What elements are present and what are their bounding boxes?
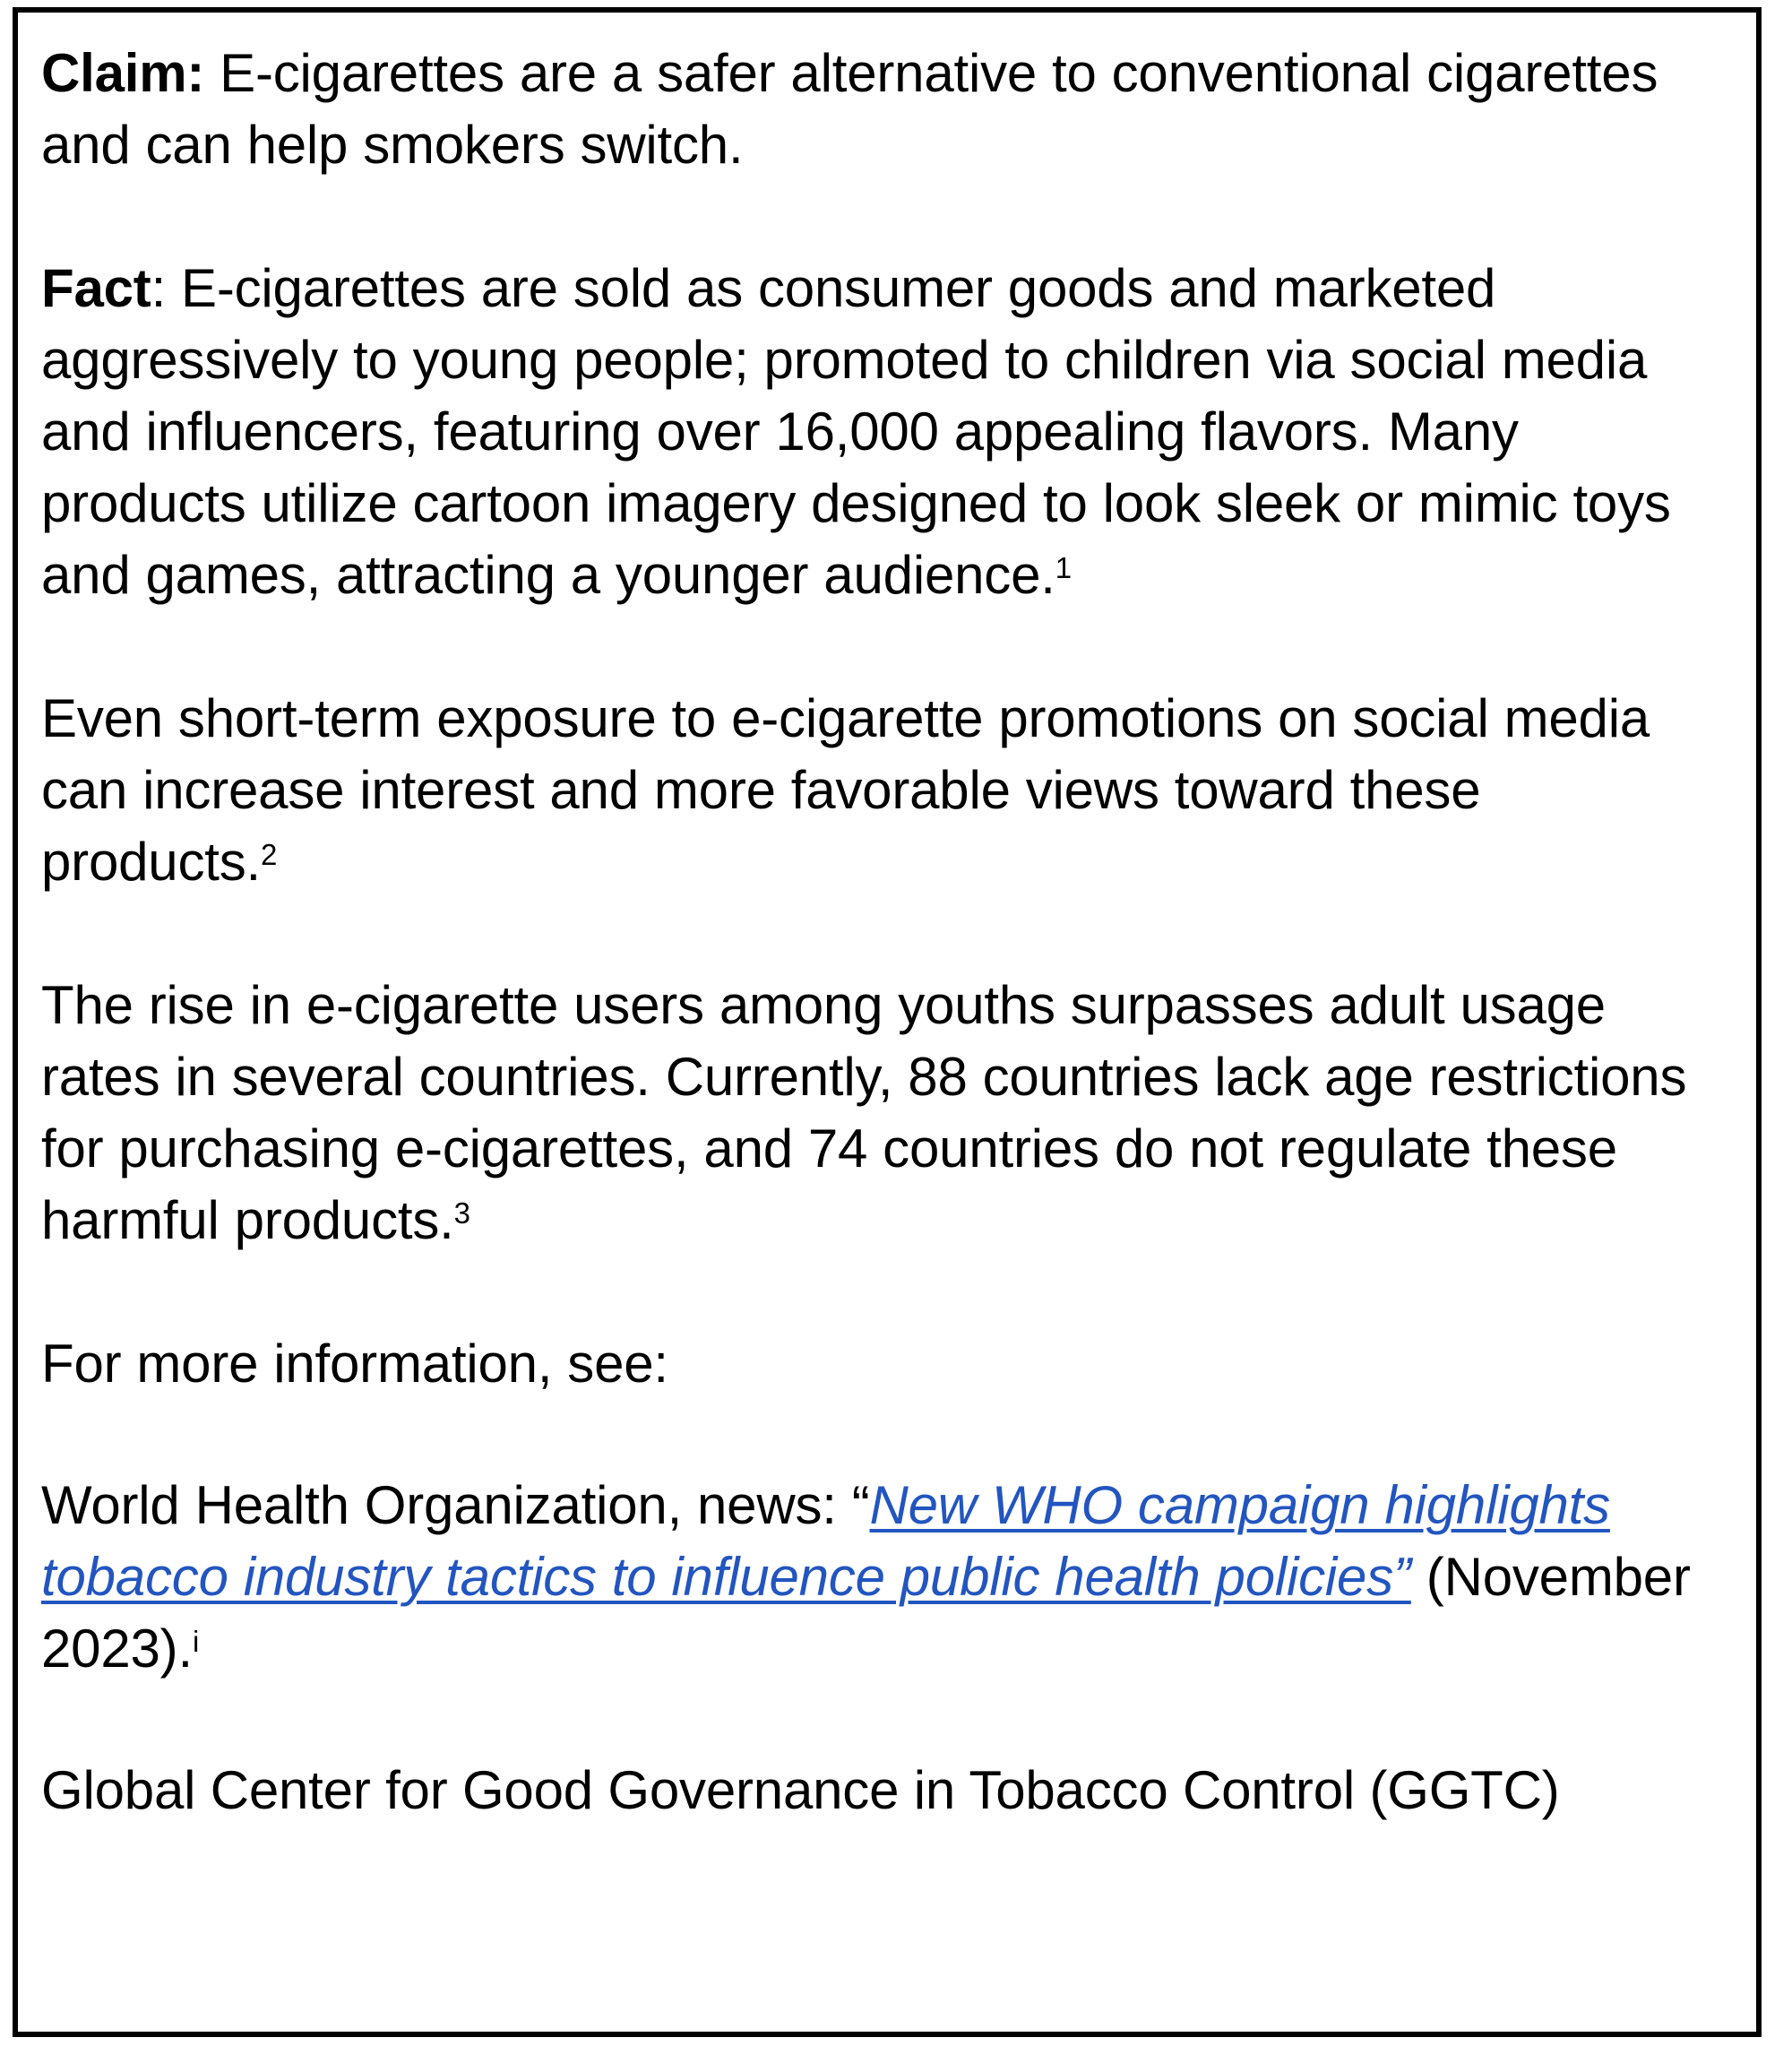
fact-label: Fact: [41, 258, 151, 318]
reference-source: World Health Organization, news:: [41, 1475, 852, 1535]
organization-footer: Global Center for Good Governance in Tobacco Control (GGTC): [41, 1760, 1560, 1820]
fact-text: : E-cigarettes are sold as consumer goods and marketed aggressively to young people; promoted to children via social media and influencers, featuring over 16,000 appealing flavors. Many products utilize cartoon imagery designed to look sleek or mimic toys and games, attracting a younger audience.: [41, 258, 1671, 605]
who-campaign-link[interactable]: New WHO campaign highlights tobacco industry tactics to influence public health policies”: [41, 1475, 1610, 1607]
document-frame: [13, 7, 1762, 2037]
footnote-marker-1: 1: [1055, 550, 1073, 584]
spacer: [41, 1256, 1720, 1328]
claim-label: Claim:: [41, 43, 205, 103]
footnote-marker-2: 2: [261, 837, 278, 871]
reference-paragraph: [41, 1470, 1720, 1685]
spacer: [41, 1400, 1720, 1470]
footnote-marker-3: 3: [453, 1196, 470, 1230]
document-body: [18, 13, 1756, 1826]
paragraph-youth-usage: [41, 970, 1720, 1256]
paragraph-3-text: The rise in e-cigarette users among youths surpasses adult usage rates in several countries. Currently, 88 countries lack age restrictions for purchasing e-cigarettes, and 74 countries do not regulate these harmful products.: [41, 975, 1687, 1250]
footnote-marker-i: i: [192, 1624, 200, 1658]
more-info-heading: For more information, see:: [41, 1334, 668, 1394]
spacer: [41, 1685, 1720, 1755]
fact-paragraph: [41, 253, 1720, 611]
open-quote: “: [851, 1475, 870, 1535]
spacer: [41, 611, 1720, 683]
spacer: [41, 181, 1720, 253]
claim-text: E-cigarettes are a safer alternative to conventional cigarettes and can help smokers switch.: [41, 43, 1658, 175]
paragraph-2-text: Even short-term exposure to e-cigarette promotions on social media can increase interest and more favorable views toward these products.: [41, 688, 1650, 892]
spacer: [41, 898, 1720, 970]
reference-date: (November 2023).: [41, 1547, 1691, 1679]
paragraph-short-term-exposure: [41, 683, 1720, 898]
claim-paragraph: [41, 38, 1720, 181]
